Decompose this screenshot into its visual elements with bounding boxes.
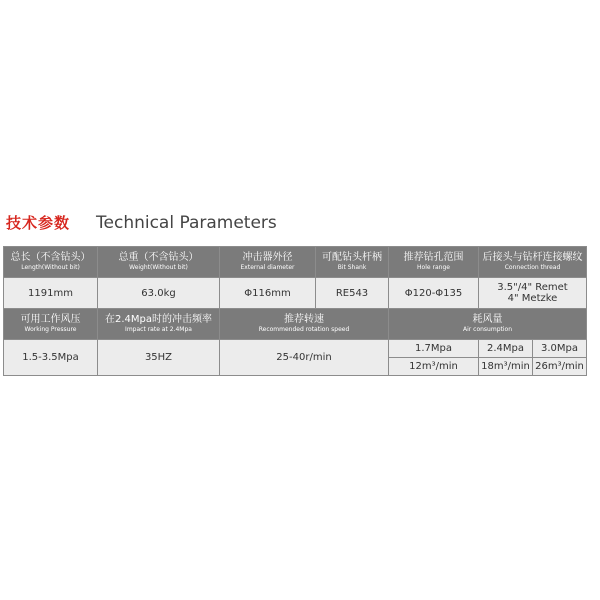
header-weight	[98, 247, 220, 278]
header-impact-rate-cn: 在2.4Mpa时的冲击频率	[104, 314, 212, 325]
header-connection-thread-en: Connection thread	[504, 264, 561, 271]
header-length	[4, 247, 98, 278]
header-rotation-speed-en: Recommended rotation speed	[258, 326, 350, 333]
header-rotation-speed	[220, 309, 389, 340]
value-thread-line-2: 4" Metzke	[507, 293, 558, 304]
value-length: 1191mm	[4, 278, 98, 309]
value-working-pressure: 1.5-3.5Mpa	[4, 340, 98, 376]
header-air-consumption-en: Air consumption	[463, 326, 512, 333]
header-air-consumption	[389, 309, 587, 340]
value-air-flow-1: 12m³/min	[389, 358, 479, 376]
header-diameter-cn: 冲击器外径	[242, 252, 293, 263]
value-air-pressure-3: 3.0Mpa	[533, 340, 587, 358]
technical-parameters-table	[3, 246, 587, 376]
header-bit-shank	[316, 247, 389, 278]
header-row-1	[4, 247, 587, 278]
header-air-consumption-cn: 耗风量	[472, 314, 503, 325]
value-air-pressure-1: 1.7Mpa	[389, 340, 479, 358]
value-thread-line-1: 3.5"/4" Remet	[497, 282, 568, 293]
header-hole-range	[389, 247, 479, 278]
header-connection-thread-cn: 后接头与钻杆连接螺纹	[482, 252, 583, 263]
header-length-en: Length(Without bit)	[21, 264, 80, 271]
header-working-pressure	[4, 309, 98, 340]
header-hole-range-cn: 推荐钻孔范围	[403, 252, 464, 263]
header-connection-thread	[479, 247, 587, 278]
header-rotation-speed-cn: 推荐转速	[284, 314, 324, 325]
header-bit-shank-cn: 可配钻头杆柄	[322, 252, 382, 263]
title-chinese: 技术参数	[6, 214, 71, 232]
value-air-flow-3: 26m³/min	[533, 358, 587, 376]
value-row-2a	[4, 340, 587, 358]
header-row-2	[4, 309, 587, 340]
value-hole-range: Φ120-Φ135	[389, 278, 479, 309]
value-air-flow-2: 18m³/min	[479, 358, 533, 376]
header-impact-rate	[98, 309, 220, 340]
value-bit-shank: RE543	[316, 278, 389, 309]
header-length-cn: 总长（不含钻头）	[10, 252, 91, 263]
value-row-1	[4, 278, 587, 309]
value-air-pressure-2: 2.4Mpa	[479, 340, 533, 358]
value-impact-rate: 35HZ	[98, 340, 220, 376]
header-hole-range-en: Hole range	[417, 264, 450, 271]
title-english: Technical Parameters	[96, 213, 277, 233]
header-diameter-en: External diameter	[240, 264, 295, 271]
value-rotation-speed: 25-40r/min	[220, 340, 389, 376]
header-weight-en: Weight(Without bit)	[129, 264, 188, 271]
header-working-pressure-cn: 可用工作风压	[20, 314, 81, 325]
header-bit-shank-en: Bit Shank	[337, 264, 367, 271]
header-weight-cn: 总重（不含钻头）	[118, 252, 199, 263]
section-title	[6, 212, 277, 233]
header-impact-rate-en: Impact rate at 2.4Mpa	[125, 326, 192, 333]
value-connection-thread	[479, 278, 587, 309]
header-diameter	[220, 247, 316, 278]
header-working-pressure-en: Working Pressure	[24, 326, 77, 333]
value-weight: 63.0kg	[98, 278, 220, 309]
value-diameter: Φ116mm	[220, 278, 316, 309]
